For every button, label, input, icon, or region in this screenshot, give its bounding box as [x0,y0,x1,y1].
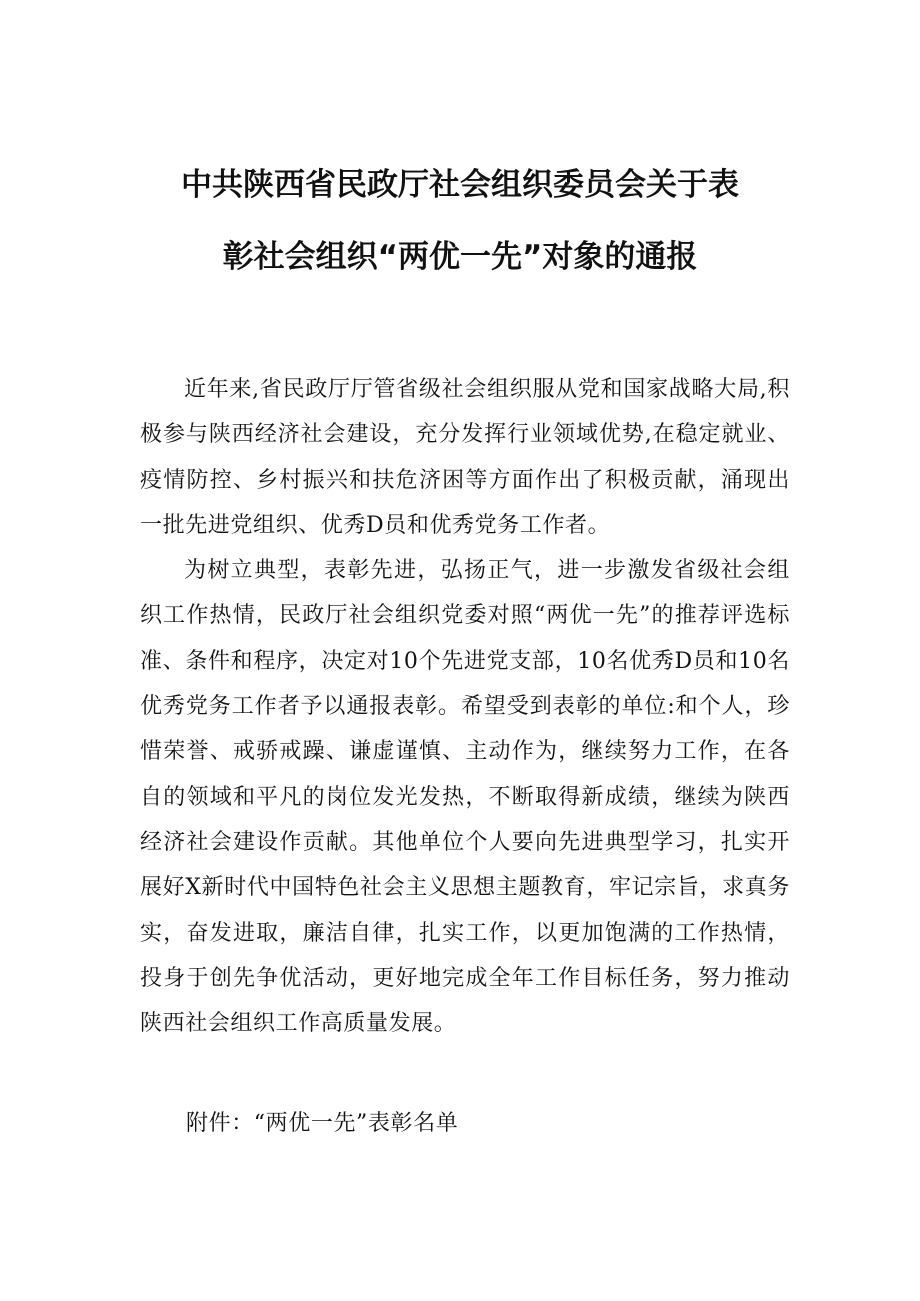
document-title-line-2: 彰社会组织“两优一先”对象的通报 [222,239,698,275]
body-paragraph-2: 为树立典型，表彰先进，弘扬正气，进一步激发省级社会组织工作热情，民政厅社会组织党委对照“两优一先”的推荐评选标准、条件和程序，决定对10个先进党支部，10名优秀D员和10名优秀党务工作者予以通报表彰。希望受到表彰的单位:和个人，珍惜荣誉、戒骄戒躁、谦虚谨慎、主动作为，继续努力工作，在各自的领域和平凡的岗位发光发热，不断取得新成绩，继续为陕西经济社会建设作贡献。其他单位个人要向先进典型学习，扎实开展好X新时代中国特色社会主义思想主题教育，牢记宗旨，求真务实，奋发进取，廉洁自律，扎实工作，以更加饱满的工作热情，投身于创先争优活动，更好地完成全年工作目标任务，努力推动陕西社会组织工作高质量发展。 [140,558,790,1037]
attachment-line: 附件：“两优一先”表彰名单 [186,1111,459,1136]
document-body [140,367,790,1046]
document-title-line-1: 中共陕西省民政厅社会组织委员会关于表 [181,167,739,203]
body-paragraph-1: 近年来,省民政厅厅管省级社会组织服从党和国家战略大局,积极参与陕西经济社会建设，充分发挥行业领域优势,在稳定就业、疫情防控、乡村振兴和扶危济困等方面作出了积极贡献，涌现出一批先进党组织、优秀D员和优秀党务工作者。 [140,377,790,538]
